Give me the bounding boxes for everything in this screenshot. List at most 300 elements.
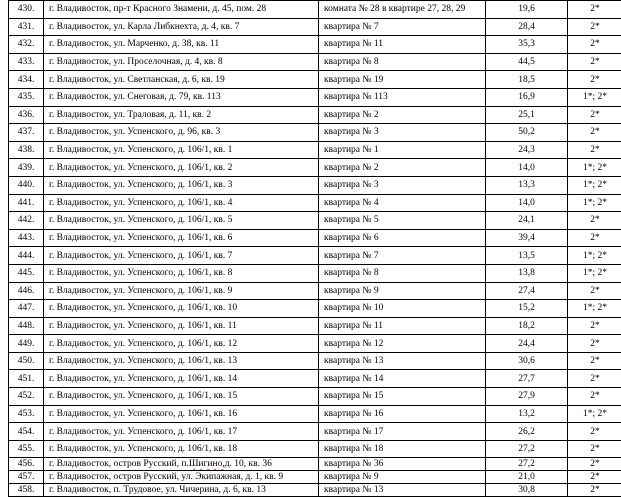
table-row: [9, 177, 621, 195]
row-number: 454.: [17, 426, 35, 437]
premises-text: квартира № 13: [324, 356, 384, 367]
note-marks: 2*: [590, 127, 600, 138]
area-cell: [486, 471, 568, 483]
address-text: г. Владивосток, п. Трудовое, ул. Чичерина, д. 6, кв. 13: [49, 484, 266, 495]
row-number-cell: [9, 230, 44, 247]
address-text: г. Владивосток, ул. Траловая, д. 11, кв. 2: [49, 109, 212, 120]
row-number-cell: [9, 406, 44, 423]
premises-cell: [319, 19, 486, 36]
table-row: [9, 335, 621, 353]
area-value: 18,2: [518, 320, 535, 331]
address-cell: [44, 177, 319, 194]
note-marks: 2*: [590, 459, 600, 470]
address-cell: [44, 300, 319, 317]
address-cell: [44, 159, 319, 176]
address-text: г. Владивосток, ул. Успенского, д. 106/1, кв. 4: [49, 197, 233, 208]
row-number: 455.: [17, 444, 35, 455]
area-value: 13,3: [518, 180, 535, 191]
note-marks: 2*: [590, 39, 600, 50]
note-cell: [568, 318, 621, 335]
address-text: г. Владивосток, ул. Успенского, д. 106/1, кв. 9: [49, 285, 233, 296]
premises-cell: [319, 142, 486, 159]
address-cell: [44, 124, 319, 141]
table-row: [9, 36, 621, 54]
note-cell: [568, 89, 621, 106]
table-row: [9, 458, 621, 471]
row-number-cell: [9, 388, 44, 405]
row-number-cell: [9, 283, 44, 300]
address-text: г. Владивосток, ул. Успенского, д. 106/1, кв. 14: [49, 373, 238, 384]
address-cell: [44, 1, 319, 18]
address-cell: [44, 142, 319, 159]
row-number: 457.: [17, 472, 35, 483]
address-text: г. Владивосток, ул. Светланская, д. 6, кв. 19: [49, 74, 225, 85]
note-marks: 2*: [590, 338, 600, 349]
address-cell: [44, 283, 319, 300]
address-text: г. Владивосток, ул. Успенского, д. 106/1, кв. 10: [49, 303, 238, 314]
premises-text: квартира № 9: [324, 472, 379, 483]
table-row: [9, 212, 621, 230]
row-number-cell: [9, 19, 44, 36]
row-number: 433.: [17, 57, 35, 68]
row-number-cell: [9, 441, 44, 458]
row-number-cell: [9, 107, 44, 124]
premises-text: квартира № 11: [324, 39, 383, 50]
premises-text: квартира № 2: [324, 109, 379, 120]
table-row: [9, 124, 621, 142]
address-text: г. Владивосток, ул. Успенского, д. 106/1, кв. 12: [49, 338, 238, 349]
note-marks: 1*; 2*: [582, 268, 607, 279]
address-cell: [44, 388, 319, 405]
premises-text: квартира № 7: [324, 21, 379, 32]
area-cell: [486, 423, 568, 440]
note-cell: [568, 423, 621, 440]
area-cell: [486, 318, 568, 335]
note-cell: [568, 300, 621, 317]
premises-text: квартира № 6: [324, 233, 379, 244]
row-number: 436.: [17, 109, 35, 120]
note-cell: [568, 406, 621, 423]
row-number-cell: [9, 89, 44, 106]
premises-text: квартира № 16: [324, 408, 384, 419]
note-cell: [568, 71, 621, 88]
area-cell: [486, 300, 568, 317]
premises-text: комната № 28 в квартире 27, 28, 29: [324, 4, 466, 15]
row-number-cell: [9, 265, 44, 282]
premises-text: квартира № 7: [324, 250, 379, 261]
premises-cell: [319, 471, 486, 483]
row-number-cell: [9, 124, 44, 141]
area-value: 21,0: [518, 472, 535, 483]
address-cell: [44, 318, 319, 335]
table-row: [9, 406, 621, 424]
row-number: 446.: [17, 285, 35, 296]
row-number-cell: [9, 212, 44, 229]
premises-text: квартира № 18: [324, 444, 384, 455]
premises-cell: [319, 177, 486, 194]
area-cell: [486, 142, 568, 159]
premises-cell: [319, 484, 486, 496]
note-marks: 2*: [590, 391, 600, 402]
table-row: [9, 71, 621, 89]
area-cell: [486, 406, 568, 423]
row-number: 432.: [17, 39, 35, 50]
address-text: г. Владивосток, ул. Успенского, д. 106/1, кв. 3: [49, 180, 233, 191]
note-marks: 1*; 2*: [582, 162, 607, 173]
note-marks: 1*; 2*: [582, 408, 607, 419]
address-text: г. Владивосток, ул. Успенского, д. 106/1, кв. 8: [49, 268, 233, 279]
address-text: г. Владивосток, ул. Успенского, д. 106/1, кв. 1: [49, 145, 233, 156]
area-value: 35,3: [518, 39, 535, 50]
table-row: [9, 247, 621, 265]
address-text: г. Владивосток, ул. Успенского, д. 96, кв. 3: [49, 127, 221, 138]
premises-cell: [319, 71, 486, 88]
area-value: 25,1: [518, 109, 535, 120]
note-cell: [568, 1, 621, 18]
note-marks: 2*: [590, 426, 600, 437]
area-value: 27,2: [518, 459, 535, 470]
table-row: [9, 441, 621, 459]
area-value: 24,3: [518, 145, 535, 156]
row-number-cell: [9, 318, 44, 335]
note-marks: 2*: [590, 4, 600, 15]
premises-cell: [319, 335, 486, 352]
premises-text: квартира № 8: [324, 268, 379, 279]
note-marks: 1*; 2*: [582, 303, 607, 314]
premises-cell: [319, 353, 486, 370]
premises-cell: [319, 36, 486, 53]
address-text: д. 10, кв. 36: [224, 459, 272, 470]
area-value: 13,2: [518, 408, 535, 419]
address-cell: [44, 423, 319, 440]
address-cell: [44, 107, 319, 124]
premises-text: квартира № 19: [324, 74, 384, 85]
note-marks: 2*: [590, 233, 600, 244]
address-text: г. Владивосток, ул. Успенского, д. 106/1, кв. 18: [49, 444, 238, 455]
address-text: г. Владивосток, ул. Успенского, д. 106/1, кв. 15: [49, 391, 238, 402]
premises-cell: [319, 124, 486, 141]
address-text: г. Владивосток, ул. Успенского, д. 106/1, кв. 16: [49, 408, 238, 419]
table-row: [9, 353, 621, 371]
note-cell: [568, 19, 621, 36]
area-cell: [486, 370, 568, 387]
area-cell: [486, 353, 568, 370]
area-value: 24,1: [518, 215, 535, 226]
premises-cell: [319, 423, 486, 440]
note-cell: [568, 247, 621, 264]
table-row: [9, 300, 621, 318]
premises-cell: [319, 265, 486, 282]
area-value: 30,8: [518, 484, 535, 495]
row-number: 445.: [17, 268, 35, 279]
note-marks: 2*: [590, 373, 600, 384]
address-cell: [44, 458, 319, 470]
area-cell: [486, 107, 568, 124]
table-row: [9, 54, 621, 72]
premises-text: квартира № 11: [324, 320, 383, 331]
table-row: [9, 388, 621, 406]
area-cell: [486, 19, 568, 36]
table-row: [9, 283, 621, 301]
premises-text: квартира № 1: [324, 145, 379, 156]
row-number-cell: [9, 1, 44, 18]
note-marks: 2*: [590, 145, 600, 156]
table-row: [9, 1, 621, 19]
premises-text: квартира № 17: [324, 426, 384, 437]
premises-cell: [319, 195, 486, 212]
address-text: г. Владивосток, ул. Успенского, д. 106/1, кв. 13: [49, 356, 238, 367]
premises-cell: [319, 458, 486, 470]
premises-cell: [319, 89, 486, 106]
row-number-cell: [9, 195, 44, 212]
area-value: 27,2: [518, 444, 535, 455]
row-number: 435.: [17, 92, 35, 103]
row-number-cell: [9, 353, 44, 370]
row-number-cell: [9, 54, 44, 71]
row-number: 443.: [17, 233, 35, 244]
row-number: 447.: [17, 303, 35, 314]
area-cell: [486, 484, 568, 496]
note-cell: [568, 177, 621, 194]
row-number-cell: [9, 423, 44, 440]
premises-cell: [319, 318, 486, 335]
note-marks: 2*: [590, 215, 600, 226]
area-cell: [486, 458, 568, 470]
area-value: 14,0: [518, 197, 535, 208]
premises-cell: [319, 159, 486, 176]
area-value: 24,4: [518, 338, 535, 349]
address-cell: [44, 265, 319, 282]
note-marks: 2*: [590, 484, 600, 495]
row-number: 453.: [17, 408, 35, 419]
address-cell: [44, 71, 319, 88]
table-row: [9, 159, 621, 177]
premises-text: квартира № 15: [324, 391, 384, 402]
note-marks: 1*; 2*: [582, 92, 607, 103]
address-cell: [44, 370, 319, 387]
premises-cell: [319, 370, 486, 387]
row-number-cell: [9, 335, 44, 352]
note-cell: [568, 36, 621, 53]
note-marks: 2*: [590, 356, 600, 367]
note-cell: [568, 471, 621, 483]
premises-text: квартира № 36: [324, 459, 384, 470]
area-cell: [486, 1, 568, 18]
note-marks: 2*: [590, 472, 600, 483]
misspelled-word: Шигино,: [188, 459, 225, 470]
premises-cell: [319, 1, 486, 18]
address-cell: [44, 19, 319, 36]
premises-cell: [319, 406, 486, 423]
row-number: 430.: [17, 4, 35, 15]
row-number-cell: [9, 159, 44, 176]
address-cell: [44, 247, 319, 264]
note-cell: [568, 159, 621, 176]
premises-text: квартира № 14: [324, 373, 384, 384]
premises-cell: [319, 283, 486, 300]
addresses-table: [8, 0, 621, 497]
row-number: 458.: [17, 484, 35, 495]
row-number-cell: [9, 300, 44, 317]
address-text: г. Владивосток, ул. Успенского, д. 106/1, кв. 11: [49, 320, 237, 331]
area-value: 18,5: [518, 74, 535, 85]
row-number: 434.: [17, 74, 35, 85]
premises-text: квартира № 3: [324, 180, 379, 191]
premises-cell: [319, 107, 486, 124]
area-cell: [486, 124, 568, 141]
address-cell: [44, 471, 319, 483]
note-cell: [568, 212, 621, 229]
area-value: 13,5: [518, 250, 535, 261]
address-text: г. Владивосток, пр-т Красного Знамени, д. 45, пом. 28: [49, 4, 267, 15]
premises-text: квартира № 9: [324, 285, 379, 296]
table-row: [9, 423, 621, 441]
area-value: 26,2: [518, 426, 535, 437]
table-row: [9, 230, 621, 248]
address-text: г. Владивосток, ул. Успенского, д. 106/1, кв. 5: [49, 215, 233, 226]
area-cell: [486, 247, 568, 264]
row-number-cell: [9, 484, 44, 496]
area-cell: [486, 195, 568, 212]
row-number-cell: [9, 370, 44, 387]
row-number: 456.: [17, 459, 35, 470]
area-value: 44,5: [518, 57, 535, 68]
area-value: 14,0: [518, 162, 535, 173]
note-cell: [568, 265, 621, 282]
table-row: [9, 19, 621, 37]
premises-cell: [319, 388, 486, 405]
address-cell: [44, 36, 319, 53]
row-number: 441.: [17, 197, 35, 208]
area-cell: [486, 89, 568, 106]
area-value: 39,4: [518, 233, 535, 244]
table-row: [9, 89, 621, 107]
address-cell: [44, 195, 319, 212]
address-text: г. Владивосток, ул. Марченко, д. 38, кв. 11: [49, 39, 220, 50]
address-text: г. Владивосток, остров Русский, п.: [49, 459, 189, 470]
row-number: 449.: [17, 338, 35, 349]
premises-text: квартира № 4: [324, 197, 379, 208]
table-row: [9, 484, 621, 497]
address-text: г. Владивосток, ул. Снеговая, д. 79, кв. 113: [49, 92, 221, 103]
note-cell: [568, 370, 621, 387]
premises-cell: [319, 54, 486, 71]
note-cell: [568, 54, 621, 71]
area-cell: [486, 441, 568, 458]
note-cell: [568, 195, 621, 212]
address-text: г. Владивосток, ул. Проселочная, д. 4, кв. 8: [49, 57, 223, 68]
row-number-cell: [9, 177, 44, 194]
address-cell: [44, 484, 319, 496]
area-cell: [486, 54, 568, 71]
note-marks: 2*: [590, 320, 600, 331]
row-number: 440.: [17, 180, 35, 191]
area-cell: [486, 388, 568, 405]
address-text: г. Владивосток, ул. Успенского, д. 106/1, кв. 2: [49, 162, 233, 173]
row-number: 439.: [17, 162, 35, 173]
address-cell: [44, 89, 319, 106]
premises-cell: [319, 300, 486, 317]
address-cell: [44, 230, 319, 247]
note-cell: [568, 230, 621, 247]
area-value: 13,8: [518, 268, 535, 279]
row-number: 438.: [17, 145, 35, 156]
note-marks: 2*: [590, 285, 600, 296]
premises-text: квартира № 2: [324, 162, 379, 173]
area-cell: [486, 36, 568, 53]
row-number-cell: [9, 36, 44, 53]
note-marks: 2*: [590, 21, 600, 32]
area-value: 27,7: [518, 373, 535, 384]
table-row: [9, 107, 621, 125]
row-number-cell: [9, 458, 44, 470]
area-value: 27,9: [518, 391, 535, 402]
premises-cell: [319, 247, 486, 264]
note-cell: [568, 484, 621, 496]
row-number: 450.: [17, 356, 35, 367]
row-number-cell: [9, 471, 44, 483]
address-text: г. Владивосток, ул. Успенского, д. 106/1, кв. 6: [49, 233, 233, 244]
address-cell: [44, 441, 319, 458]
row-number: 444.: [17, 250, 35, 261]
area-value: 30,6: [518, 356, 535, 367]
area-cell: [486, 230, 568, 247]
area-cell: [486, 71, 568, 88]
row-number-cell: [9, 247, 44, 264]
table-row: [9, 195, 621, 213]
area-cell: [486, 212, 568, 229]
address-cell: [44, 353, 319, 370]
address-text: г. Владивосток, ул. Карла Либкнехта, д. 4, кв. 7: [49, 21, 240, 32]
table-row: [9, 471, 621, 484]
table-row: [9, 318, 621, 336]
address-cell: [44, 335, 319, 352]
row-number: 437.: [17, 127, 35, 138]
row-number: 442.: [17, 215, 35, 226]
area-value: 28,4: [518, 21, 535, 32]
premises-text: квартира № 5: [324, 215, 379, 226]
note-marks: 1*; 2*: [582, 180, 607, 191]
note-cell: [568, 124, 621, 141]
address-text: г. Владивосток, ул. Успенского, д. 106/1, кв. 17: [49, 426, 238, 437]
area-value: 50,2: [518, 127, 535, 138]
table-row: [9, 370, 621, 388]
area-value: 19,6: [518, 4, 535, 15]
premises-cell: [319, 230, 486, 247]
table-row: [9, 142, 621, 160]
area-cell: [486, 159, 568, 176]
note-cell: [568, 142, 621, 159]
area-value: 27,4: [518, 285, 535, 296]
table-row: [9, 265, 621, 283]
address-text: г. Владивосток, остров Русский, ул. Экипажная, д. 1, кв. 9: [49, 472, 284, 483]
premises-text: квартира № 12: [324, 338, 384, 349]
note-marks: 2*: [590, 444, 600, 455]
note-cell: [568, 353, 621, 370]
row-number: 431.: [17, 21, 35, 32]
row-number-cell: [9, 71, 44, 88]
address-cell: [44, 54, 319, 71]
area-cell: [486, 283, 568, 300]
address-cell: [44, 406, 319, 423]
area-cell: [486, 335, 568, 352]
note-cell: [568, 335, 621, 352]
premises-text: квартира № 10: [324, 303, 384, 314]
address-cell: [44, 212, 319, 229]
note-marks: 2*: [590, 57, 600, 68]
row-number: 451.: [17, 373, 35, 384]
note-marks: 1*; 2*: [582, 197, 607, 208]
